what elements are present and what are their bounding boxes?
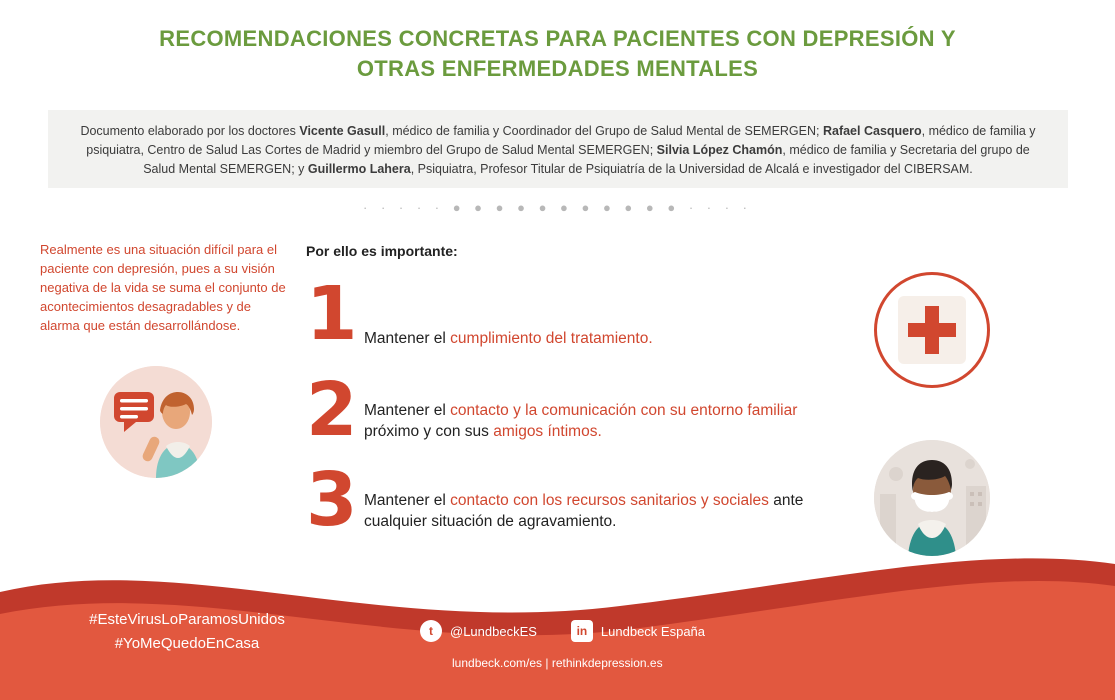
item-2-highlight: contacto y la comunicación con su entorno familiar: [450, 402, 798, 419]
item-number-3: 3: [306, 457, 358, 543]
lead-in-label: Por ello es importante:: [306, 243, 458, 259]
red-cross-icon: [898, 296, 966, 364]
item-3-post: ante cualquier situación de agravamiento.: [364, 492, 804, 530]
page-title-line-2: OTRAS ENFERMEDADES MENTALES: [356, 56, 759, 81]
item-3-pre: Mantener el: [364, 492, 451, 509]
page-title: [0, 24, 1115, 84]
hashtag-1: #EsteVirusLoParamosUnidos: [89, 611, 285, 628]
linkedin-icon[interactable]: in: [571, 620, 593, 642]
item-1-highlight: cumplimiento del tratamiento.: [450, 330, 653, 347]
credits-author-4: Guillermo Lahera: [307, 162, 411, 176]
item-2-highlight-2: amigos íntimos.: [493, 423, 602, 440]
credits-band: [48, 110, 1068, 188]
item-number-2: 2: [306, 367, 358, 453]
twitter-handle[interactable]: @LundbeckES: [450, 623, 537, 639]
intro-paragraph: Realmente es una situación difícil para el paciente con depresión, pues a su visión negativa de la vida se suma el conjunto de acontecimientos desagradables y de alarma que están desarrollándose.: [40, 242, 286, 333]
credits-text-4: , Psiquiatra, Profesor Titular de Psiquiatría de la Universidad de Alcalá e investigador del CIBERSAM.: [410, 162, 973, 176]
item-text-1: [364, 328, 834, 349]
woman-speech-bubble-illustration: [100, 366, 212, 478]
page-title-line-1: RECOMENDACIONES CONCRETAS PARA PACIENTES CON DEPRESIÓN Y: [159, 26, 956, 51]
dotted-separator: · · · · · ● ● ● ● ● ● ● ● ● ● ● · · · ·: [363, 200, 752, 215]
masked-person-illustration: [874, 440, 990, 556]
credits-author-3: Silvia López Chamón: [656, 143, 783, 157]
item-text-2: [364, 400, 834, 442]
credits-text-1: , médico de familia y Coordinador del Grupo de Salud Mental de SEMERGEN;: [385, 124, 823, 138]
twitter-icon[interactable]: t: [420, 620, 442, 642]
item-3-highlight: contacto con los recursos sanitarios y sociales: [450, 492, 769, 509]
credits-prefix: Documento elaborado por los doctores: [80, 124, 300, 138]
linkedin-name[interactable]: Lundbeck España: [600, 623, 706, 639]
item-1-pre: Mantener el: [364, 330, 451, 347]
credits-author-2: Rafael Casquero: [822, 124, 922, 138]
item-2-mid: próximo y con sus: [364, 423, 494, 440]
item-2-pre: Mantener el: [364, 402, 451, 419]
footer-links[interactable]: lundbeck.com/es | rethinkdepression.es: [452, 656, 663, 670]
footer-hashtags: [52, 608, 322, 656]
hashtag-2: #YoMeQuedoEnCasa: [114, 635, 260, 652]
credits-text-2: , médico de familia y psiquiatra, Centro de Salud Las Cortes de Madrid y miembro del Grupo de Salud Mental SEMERGEN;: [86, 124, 1036, 157]
footer-social: [420, 620, 705, 642]
medical-cross-illustration: [874, 272, 990, 388]
credits-author-1: Vicente Gasull: [299, 124, 386, 138]
item-text-3: [364, 490, 834, 532]
item-number-1: 1: [306, 271, 358, 357]
credits-text-3: , médico de familia y Secretaria del grupo de Salud Mental SEMERGEN; y: [143, 143, 1030, 176]
